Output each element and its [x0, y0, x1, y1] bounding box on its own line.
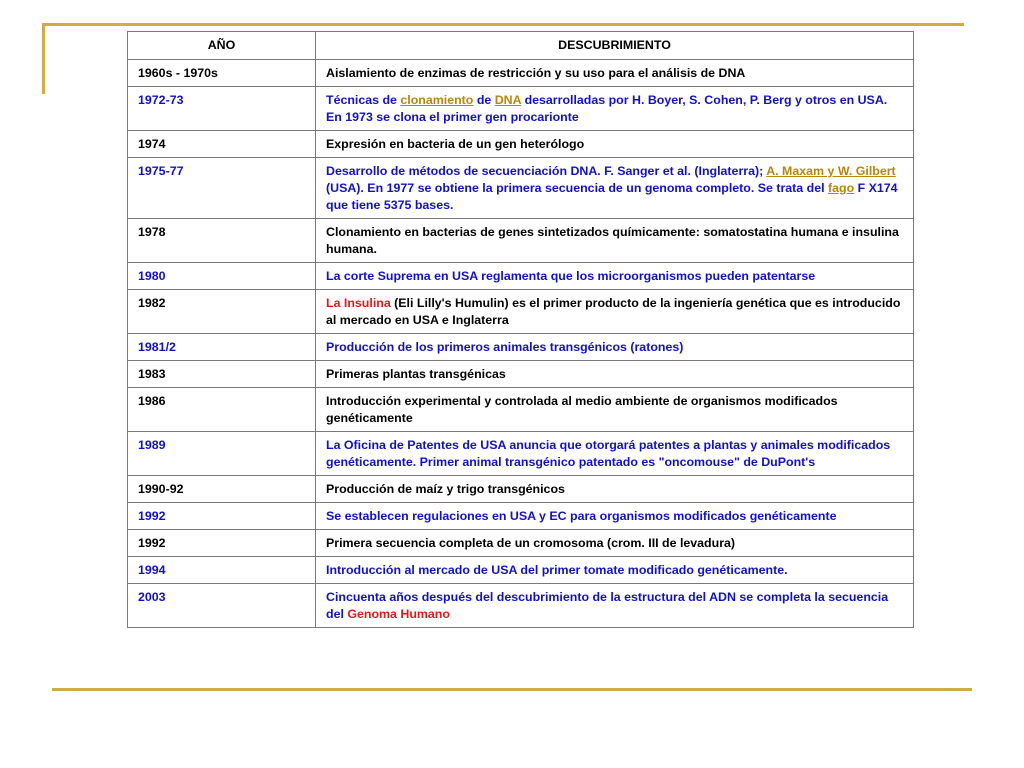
discovery-cell: Clonamiento en bacterias de genes sintetizados químicamente: somatostatina humana e insulina humana. — [316, 219, 914, 263]
text-segment: de — [473, 93, 495, 107]
text-segment: desarrolladas por H. Boyer, S. Cohen, P. Berg y otros en USA. En 1973 se clona el primer gen procarionte — [326, 93, 888, 124]
year-cell: 1989 — [128, 432, 316, 476]
genetic-engineering-timeline-table — [127, 31, 914, 628]
cloning-link[interactable]: clonamiento — [400, 93, 474, 107]
left-decorative-line — [42, 23, 45, 94]
year-cell: 1994 — [128, 557, 316, 584]
table-row — [128, 263, 914, 290]
text-segment: (Eli Lilly's Humulin) es el primer producto de la ingeniería genética que es introducido al mercado en USA e Inglaterra — [326, 296, 901, 327]
year-cell: 1960s - 1970s — [128, 60, 316, 87]
table-row — [128, 60, 914, 87]
table-row — [128, 388, 914, 432]
year-cell: 1990-92 — [128, 476, 316, 503]
text-segment: Técnicas de — [326, 93, 401, 107]
table-row — [128, 290, 914, 334]
table-row — [128, 530, 914, 557]
discovery-cell: Introducción al mercado de USA del primer tomate modificado genéticamente. — [316, 557, 914, 584]
year-cell: 1978 — [128, 219, 316, 263]
table-row — [128, 503, 914, 530]
text-segment: (USA). En 1977 se obtiene la primera secuencia de un genoma completo. Se trata del — [326, 181, 828, 195]
table-header-row — [128, 32, 914, 60]
discovery-column-header: DESCUBRIMIENTO — [316, 32, 914, 60]
discovery-cell: La Oficina de Patentes de USA anuncia que otorgará patentes a plantas y animales modificados genéticamente. Primer animal transgénico patentado es "oncomouse" de DuPont's — [316, 432, 914, 476]
year-cell: 1992 — [128, 503, 316, 530]
table-row — [128, 432, 914, 476]
bottom-decorative-line — [52, 688, 972, 691]
discovery-cell: Introducción experimental y controlada al medio ambiente de organismos modificados genéticamente — [316, 388, 914, 432]
table-row — [128, 361, 914, 388]
discovery-cell: Primeras plantas transgénicas — [316, 361, 914, 388]
top-decorative-line — [42, 23, 964, 26]
table-row — [128, 557, 914, 584]
year-cell: 1983 — [128, 361, 316, 388]
year-cell: 1974 — [128, 131, 316, 158]
discovery-cell — [316, 584, 914, 628]
discovery-cell: Aislamiento de enzimas de restricción y su uso para el análisis de DNA — [316, 60, 914, 87]
dna-link[interactable]: DNA — [494, 93, 522, 107]
year-cell: 1975-77 — [128, 158, 316, 219]
table-row — [128, 584, 914, 628]
text-segment: F X174 que tiene 5375 bases. — [326, 181, 898, 212]
discovery-cell — [316, 158, 914, 219]
year-cell: 1972-73 — [128, 87, 316, 131]
year-cell: 1992 — [128, 530, 316, 557]
text-segment: Desarrollo de métodos de secuenciación DNA. F. Sanger et al. (Inglaterra); — [326, 164, 767, 178]
discovery-cell — [316, 87, 914, 131]
year-cell: 2003 — [128, 584, 316, 628]
discovery-cell: Producción de los primeros animales transgénicos (ratones) — [316, 334, 914, 361]
year-cell: 1980 — [128, 263, 316, 290]
year-cell: 1981/2 — [128, 334, 316, 361]
table-row — [128, 334, 914, 361]
year-cell: 1986 — [128, 388, 316, 432]
year-cell: 1982 — [128, 290, 316, 334]
discovery-cell: Expresión en bacteria de un gen heterólogo — [316, 131, 914, 158]
discovery-cell — [316, 290, 914, 334]
year-column-header: AÑO — [128, 32, 316, 60]
table-row — [128, 219, 914, 263]
discovery-cell: Primera secuencia completa de un cromosoma (crom. III de levadura) — [316, 530, 914, 557]
human-genome-highlight: Genoma Humano — [347, 607, 450, 621]
table-row — [128, 158, 914, 219]
discovery-cell: La corte Suprema en USA reglamenta que los microorganismos pueden patentarse — [316, 263, 914, 290]
table-row — [128, 476, 914, 503]
text-segment: Cincuenta años después del descubrimiento de la estructura del ADN se completa la secuencia del — [326, 590, 889, 621]
discovery-cell: Se establecen regulaciones en USA y EC para organismos modificados genéticamente — [316, 503, 914, 530]
table-row — [128, 131, 914, 158]
discovery-cell: Producción de maíz y trigo transgénicos — [316, 476, 914, 503]
insulin-highlight: La Insulina — [326, 296, 391, 310]
table-row — [128, 87, 914, 131]
maxam-gilbert-link[interactable]: A. Maxam y W. Gilbert — [766, 164, 896, 178]
phage-link[interactable]: fago — [827, 181, 855, 195]
